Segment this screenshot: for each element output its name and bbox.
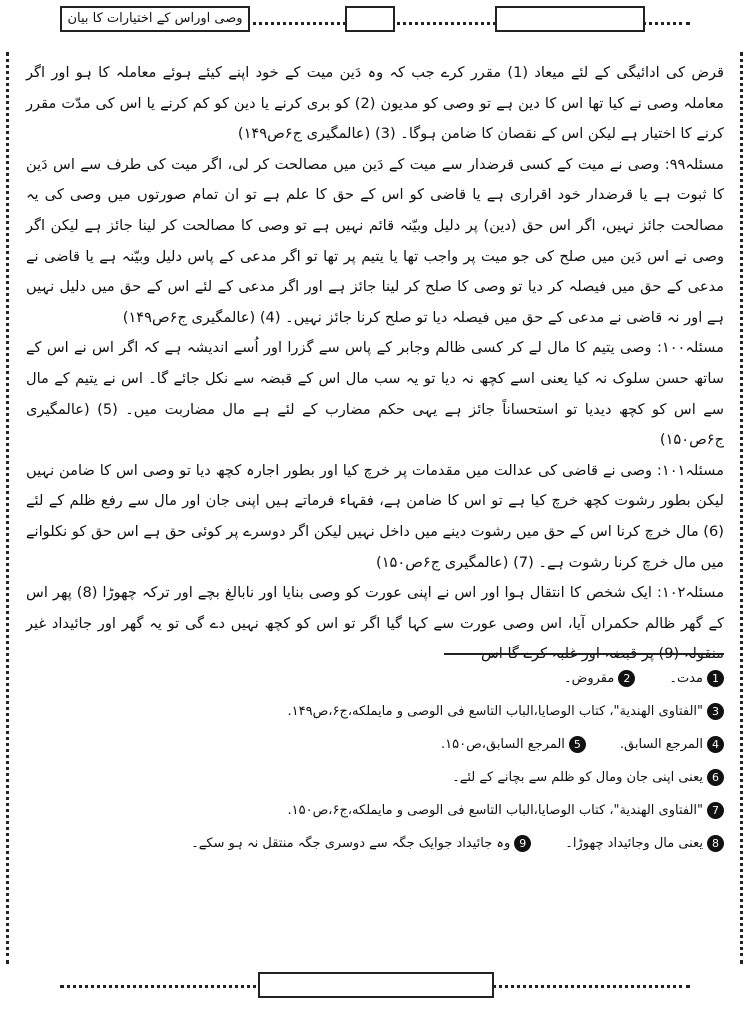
chapter-title: وصی اوراس کے اختیارات کا بیان [60, 6, 250, 32]
footnote-8 [565, 835, 724, 852]
footnote-number: 8 [707, 835, 724, 852]
footnote-text: یعنی مال وجائیداد چھوڑا۔ [565, 836, 703, 851]
footnote-text: "الفتاوی الھندیة"، کتاب الوصایا،الباب التاسع فی الوصی و مایملکه،ج۶،ص۱۴۹. [287, 704, 703, 719]
page-header [60, 6, 690, 36]
header-blank-box [495, 6, 645, 32]
masala-102: مسئلہ۱۰۲: ایک شخص کا انتقال ہوا اور اس نے اپنی عورت کو وصی بنایا اور نابالغ بچے اور ترکہ چھوڑا (8) پھر اس کے گھر ظالم حکمراں آیا، اس وصی عورت سے کہا گیا اگر تو اس کو کچھ نہیں دے گی تو یہ گھر اور جائیداد غیر منقولہ (9) پر قبضہ اور غلبہ کرے گا اس [26, 584, 725, 663]
left-dotted-border [6, 52, 9, 964]
page-footer [60, 972, 690, 1002]
footnote-text: یعنی اپنی جان ومال کو ظلم سے بچانے کے لئے۔ [452, 770, 703, 785]
footnote-text: مقروض۔ [564, 671, 615, 686]
footnote-number: 6 [707, 769, 724, 786]
footnote-3 [287, 703, 724, 720]
main-text [26, 58, 724, 670]
footnote-separator [444, 653, 724, 655]
footnote-text: مدت۔ [669, 671, 703, 686]
footnote-9 [191, 835, 531, 852]
right-dotted-border [740, 52, 743, 964]
footnote-text: وہ جائیداد جوایک جگہ سے دوسری جگہ منتقل نہ ہو سکے۔ [191, 836, 511, 851]
footnote-number: 4 [707, 736, 724, 753]
footnote-5 [441, 736, 586, 753]
footnote-number: 9 [514, 835, 531, 852]
footnote-1 [669, 670, 724, 687]
footnote-6 [452, 769, 724, 786]
footnote-text: المرجع السابق،ص۱۵۰. [440, 737, 565, 752]
footnote-text: المرجع السابق. [619, 737, 703, 752]
masala-101: مسئلہ۱۰۱: وصی نے قاضی کی عدالت میں مقدمات پر خرچ کیا اور بطور اجارہ کچھ دیا تو وصی اس کا ضامن نہیں لیکن بطور رشوت کچھ خرچ کیا ہے تو اس کا ضامن ہے، فقہاء فرماتے ہیں اپنی جان اور مال سے رفع ظلم کے لئے (6) مال خرچ کرنا اس کے حق میں رشوت دینے میں داخل نہیں لیکن اگر دوسرے پر کوئی حق ہے اس حق کو نکلوانے میں مال خرچ کرنا رشوت ہے۔ (7) (عالمگیری ج۶ص۱۵۰) [26, 461, 724, 571]
footer-box [258, 972, 494, 998]
page-number-box [345, 6, 395, 32]
footnote-number: 2 [618, 670, 635, 687]
footnote-2 [564, 670, 635, 687]
footnotes [26, 662, 724, 860]
footnote-number: 7 [707, 802, 724, 819]
masala-99: مسئلہ۹۹: وصی نے میت کے کسی قرضدار سے میت کے دَین میں مصالحت کر لی، اگر میت کی طرف سے اس دَین کا ثبوت ہے یا قرضدار خود اقراری ہے یا قاضی کو اس کے حق کا علم ہے تو ان تمام صورتوں میں وصی کی یہ مصالحت جائز نہیں، اگر اس حق (دین) پر دلیل وبیّنہ قائم نہیں ہے تو وصی کا مصالحت کر لینا جائز ہے لیکن اگر وصی نے اس دَین میں صلح کی جو میت پر واجب تھا یا یتیم پر تھا تو اگر مدعی کے پاس دلیل وبیّنہ ہے یا قاضی نے مدعی کے حق میں فیصلہ کر دیا تو وصی کا صلح کر لینا جائز ہے اور اگر مدعی کے لئے اس کے حق میں دلیل نہیں ہے اور نہ قاضی نے مدعی کے حق میں فیصلہ دیا تو صلح کرنا جائز نہیں۔ (4) (عالمگیری ج۶ص۱۴۹) [26, 155, 724, 326]
footnote-4 [620, 736, 724, 753]
footnote-number: 1 [707, 670, 724, 687]
paragraph: قرض کی ادائیگی کے لئے میعاد (1) مقرر کرے جب کہ وہ دَین میت کے خود اپنے کیئے ہوئے معاملہ کا ہو اور اگر معاملہ وصی نے کیا تھا اس کا دین ہے تو وصی کو مدیون (2) کو بری کرنے یا دین کو کم کرنے یا اس کی مدّت مقرر کرنے کا اختیار ہے لیکن اس کے نقصان کا ضامن ہوگا۔ (3) (عالمگیری ج۶ص۱۴۹) [26, 64, 725, 143]
masala-100: مسئلہ۱۰۰: وصی یتیم کا مال لے کر کسی ظالم وجابر کے پاس سے گزرا اور اُسے اندیشہ ہے کہ اگر اس نے اس کے ساتھ حسن سلوک نہ کیا یعنی اسے کچھ نہ دیا تو یہ سب مال اس کے قبضہ سے نکل جائے گا۔ اس نے یتیم کے مال سے اس کو کچھ دیدیا تو استحساناً جائز ہے یہی حکم مضارب کے لئے ہے مال مضاربت میں۔ (5) (عالمگیری ج۶ص۱۵۰) [26, 339, 724, 449]
footnote-number: 5 [569, 736, 586, 753]
footnote-text: "الفتاوی الھندیة"، کتاب الوصایا،الباب التاسع فی الوصی و مایملکه،ج۶،ص۱۵۰. [287, 803, 703, 818]
footnote-7 [287, 802, 724, 819]
footnote-number: 3 [707, 703, 724, 720]
